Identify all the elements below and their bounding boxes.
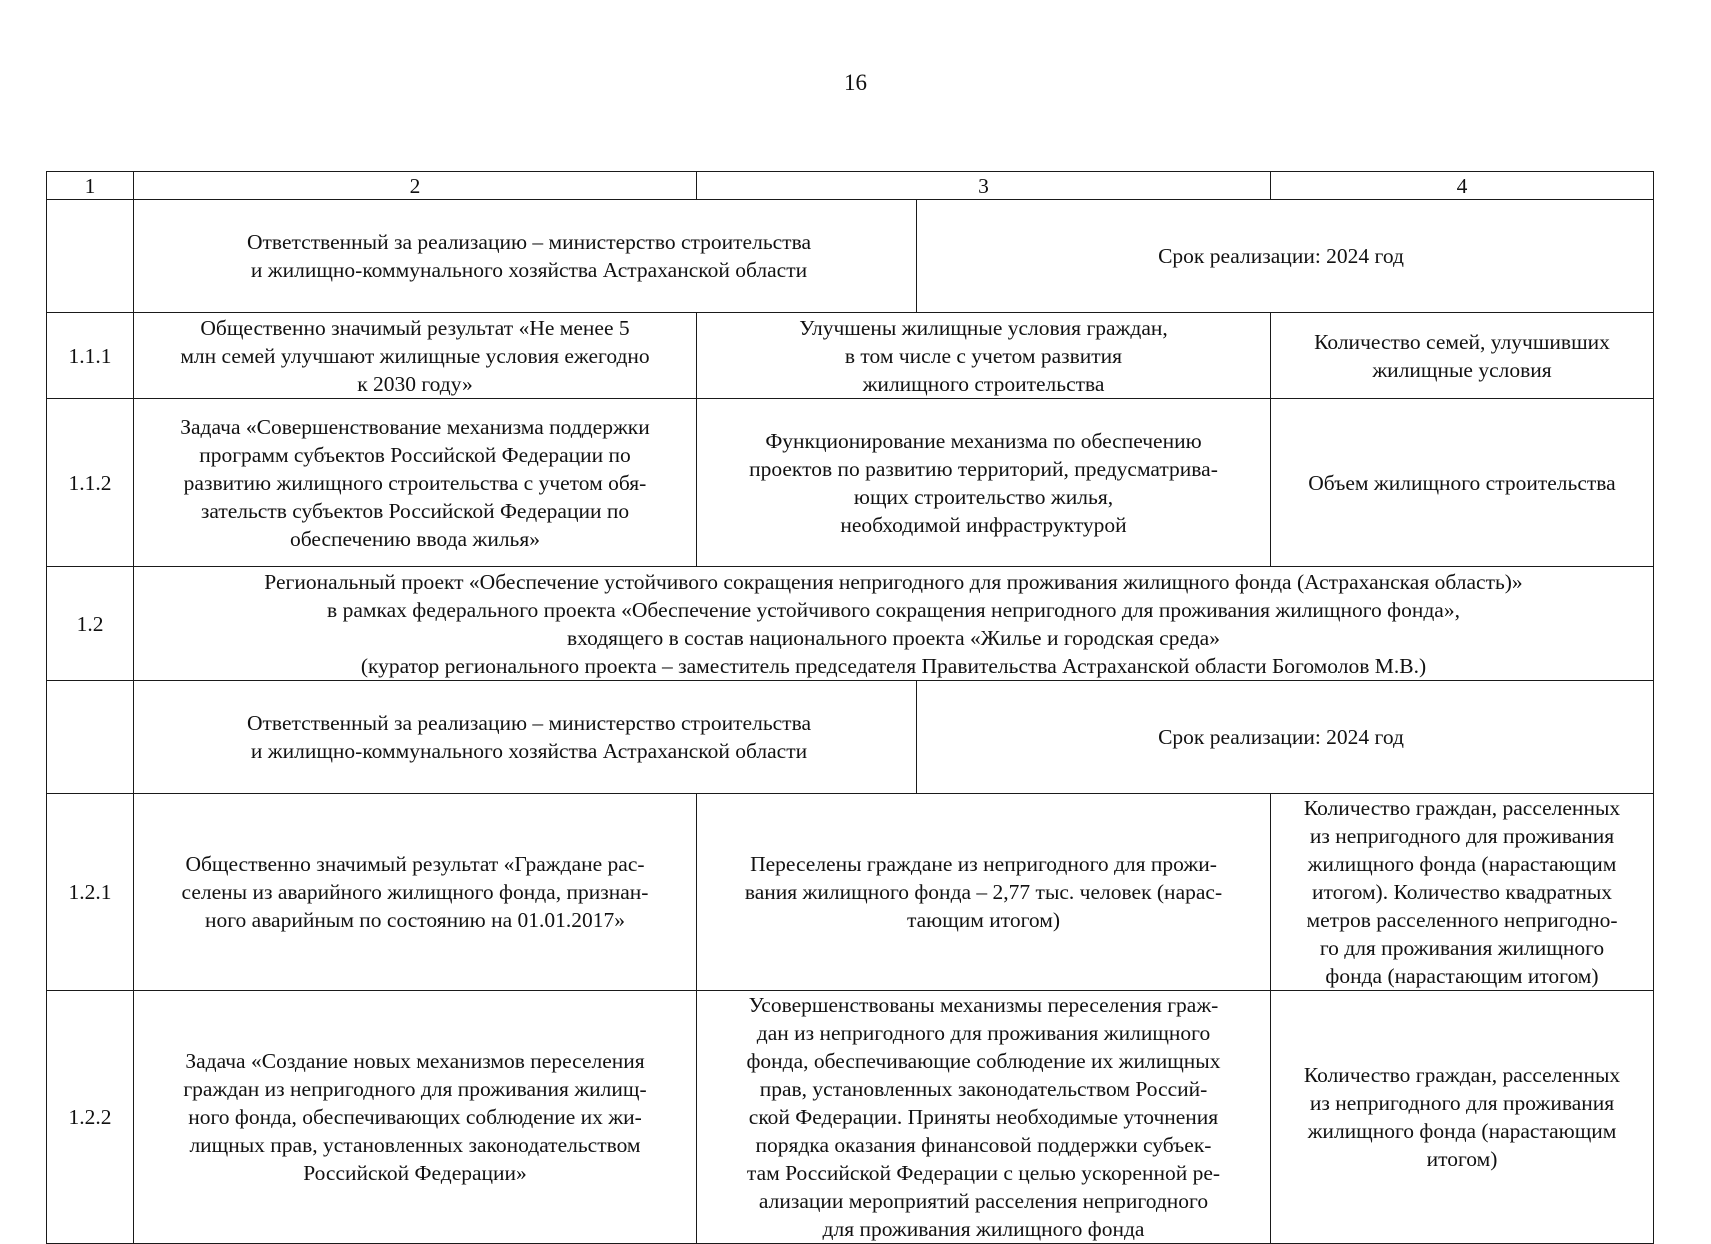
effect-cell: Переселены граждане из непригодного для прожи- вания жилищного фонда – 2,77 тыс. человек (нарас- тающим итогом) xyxy=(697,794,1271,991)
table-row-1-2-2 xyxy=(47,991,1654,1244)
header-col-3: 3 xyxy=(697,172,1271,200)
page-number: 16 xyxy=(844,70,867,95)
row-number: 1.2.1 xyxy=(47,794,134,991)
empty-num-cell xyxy=(47,681,134,794)
responsible-text: Ответственный за реализацию – министерство строительства и жилищно-коммунального хозяйства Астраханской области xyxy=(142,681,917,793)
effect-cell: Функционирование механизма по обеспечению проектов по развитию территорий, предусматрива- ющих строительство жилья, необходимой инфраструктурой xyxy=(697,399,1271,567)
header-col-1: 1 xyxy=(47,172,134,200)
term-text: Срок реализации: 2024 год xyxy=(1158,725,1404,749)
table-row-1-1-1 xyxy=(47,313,1654,399)
result-cell: Общественно значимый результат «Граждане рас- селены из аварийного жилищного фонда, признан- ного аварийным по состоянию на 01.01.2017» xyxy=(134,794,697,991)
header-col-4: 4 xyxy=(1271,172,1654,200)
indicators-table xyxy=(46,171,1654,1244)
table-row-1-1-2 xyxy=(47,399,1654,567)
row-number: 1.2.2 xyxy=(47,991,134,1244)
task-cell: Задача «Создание новых механизмов переселения граждан из непригодного для проживания жилищ- ного фонда, обеспечивающих соблюдение их жи- лищных прав, установленных законодательством Российской Федерации» xyxy=(134,991,697,1244)
indicator-cell: Количество граждан, расселенных из непригодного для проживания жилищного фонда (нарастающим итогом). Количество квадратных метров расселенного непригодно- го для проживания жилищного фонда (нарастающим итогом) xyxy=(1271,794,1654,991)
indicator-cell: Количество семей, улучшивших жилищные условия xyxy=(1271,313,1654,399)
responsible-cell xyxy=(134,681,1654,794)
responsible-cell xyxy=(134,200,1654,313)
task-cell: Задача «Совершенствование механизма поддержки программ субъектов Российской Федерации по развитию жилищного строительства с учетом обя- зательств субъектов Российской Федерации по обеспечению ввода жилья» xyxy=(134,399,697,567)
indicator-cell: Количество граждан, расселенных из непригодного для проживания жилищного фонда (нарастающим итогом) xyxy=(1271,991,1654,1244)
table-row-responsible-1 xyxy=(47,200,1654,313)
regional-project-cell: Региональный проект «Обеспечение устойчивого сокращения непригодного для проживания жилищного фонда (Астраханская область)» в рамках федерального проекта «Обеспечение устойчивого сокращения непригодного для проживания жилищного фонда», входящего в состав национального проекта «Жилье и городская среда» (куратор регионального проекта – заместитель председателя Правительства Астраханской области Богомолов М.В.) xyxy=(134,567,1654,681)
effect-cell: Усовершенствованы механизмы переселения граж- дан из непригодного для проживания жилищного фонда, обеспечивающие соблюдение их жилищных прав, установленных законодательством Россий- ской Федерации. Приняты необходимые уточнения порядка оказания финансовой поддержки субъек- там Российской Федерации с целью ускоренной ре- ализации мероприятий расселения непригодного для проживания жилищного фонда xyxy=(697,991,1271,1244)
term-text: Срок реализации: 2024 год xyxy=(1158,244,1404,268)
indicator-cell: Объем жилищного строительства xyxy=(1271,399,1654,567)
row-number: 1.1.1 xyxy=(47,313,134,399)
row-number: 1.2 xyxy=(47,567,134,681)
responsible-text: Ответственный за реализацию – министерство строительства и жилищно-коммунального хозяйства Астраханской области xyxy=(142,200,917,312)
table-row-responsible-2 xyxy=(47,681,1654,794)
table-row-1-2-1 xyxy=(47,794,1654,991)
row-number: 1.1.2 xyxy=(47,399,134,567)
result-cell: Общественно значимый результат «Не менее 5 млн семей улучшают жилищные условия ежегодно к 2030 году» xyxy=(134,313,697,399)
header-col-2: 2 xyxy=(134,172,697,200)
empty-num-cell xyxy=(47,200,134,313)
effect-cell: Улучшены жилищные условия граждан, в том числе с учетом развития жилищного строительства xyxy=(697,313,1271,399)
